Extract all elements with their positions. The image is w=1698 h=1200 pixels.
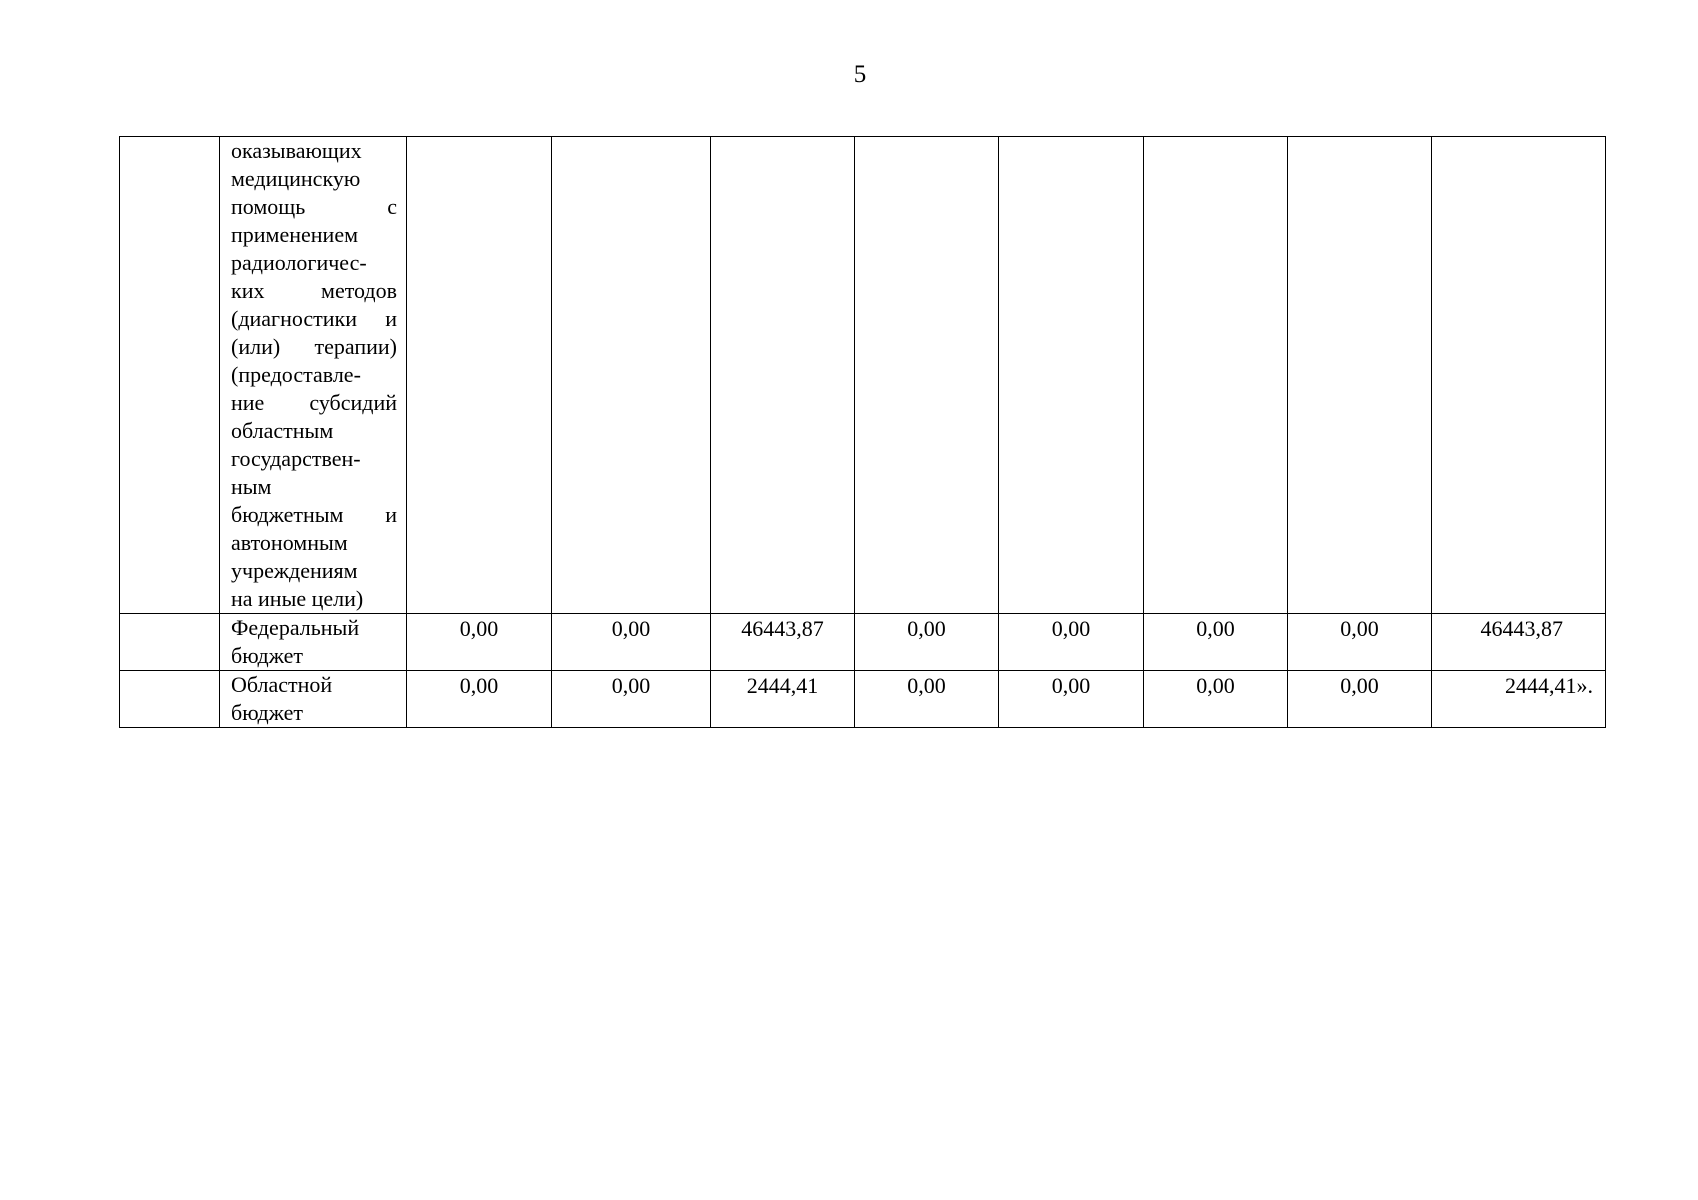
value-cell bbox=[552, 137, 711, 614]
budget-table bbox=[119, 136, 1606, 728]
page-number: 5 bbox=[853, 61, 867, 88]
description-line: государствен- bbox=[231, 446, 361, 471]
table-row-regional-budget bbox=[120, 671, 1606, 728]
number-cell bbox=[120, 671, 220, 728]
description-line: автономным bbox=[231, 530, 348, 555]
description-line: (предоставле- bbox=[231, 362, 361, 387]
value-cell bbox=[855, 137, 999, 614]
value-cell: 0,00 bbox=[999, 671, 1144, 728]
value-cell bbox=[1432, 137, 1606, 614]
value-cell: 0,00 bbox=[552, 614, 711, 671]
table-row-description bbox=[120, 137, 1606, 614]
value-cell bbox=[1288, 137, 1432, 614]
value-cell: 0,00 bbox=[552, 671, 711, 728]
row-label: Федеральный бюджет bbox=[220, 614, 407, 671]
value-cell bbox=[407, 137, 552, 614]
value-cell: 46443,87 bbox=[711, 614, 855, 671]
value-cell bbox=[999, 137, 1144, 614]
description-line: учреждениям bbox=[231, 558, 358, 583]
value-cell: 2444,41». bbox=[1432, 671, 1606, 728]
value-cell: 0,00 bbox=[855, 671, 999, 728]
value-cell: 0,00 bbox=[1288, 671, 1432, 728]
value-cell: 0,00 bbox=[407, 614, 552, 671]
value-cell: 46443,87 bbox=[1432, 614, 1606, 671]
description-line: медицинскую bbox=[231, 166, 361, 191]
row-label: Областной бюджет bbox=[220, 671, 407, 728]
description-line: (диагностики и bbox=[231, 306, 397, 331]
description-line: ным bbox=[231, 474, 272, 499]
number-cell bbox=[120, 137, 220, 614]
number-cell bbox=[120, 614, 220, 671]
description-cell bbox=[220, 137, 407, 614]
value-cell: 0,00 bbox=[855, 614, 999, 671]
description-line: бюджетным и bbox=[231, 502, 397, 527]
value-cell: 0,00 bbox=[1144, 671, 1288, 728]
description-line: ких методов bbox=[231, 278, 397, 303]
description-line: ние субсидий bbox=[231, 390, 397, 415]
description-line: оказывающих bbox=[231, 138, 362, 163]
value-cell: 0,00 bbox=[407, 671, 552, 728]
value-cell: 0,00 bbox=[1144, 614, 1288, 671]
value-cell: 2444,41 bbox=[711, 671, 855, 728]
value-cell: 0,00 bbox=[1288, 614, 1432, 671]
table-row-federal-budget bbox=[120, 614, 1606, 671]
value-cell bbox=[1144, 137, 1288, 614]
description-line: (или) терапии) bbox=[231, 334, 397, 359]
description-line: радиологичес- bbox=[231, 250, 367, 275]
description-line: помощь с bbox=[231, 194, 397, 219]
description-line: на иные цели) bbox=[231, 586, 364, 611]
description-line: применением bbox=[231, 222, 359, 247]
description-line: областным bbox=[231, 418, 334, 443]
value-cell bbox=[711, 137, 855, 614]
value-cell: 0,00 bbox=[999, 614, 1144, 671]
